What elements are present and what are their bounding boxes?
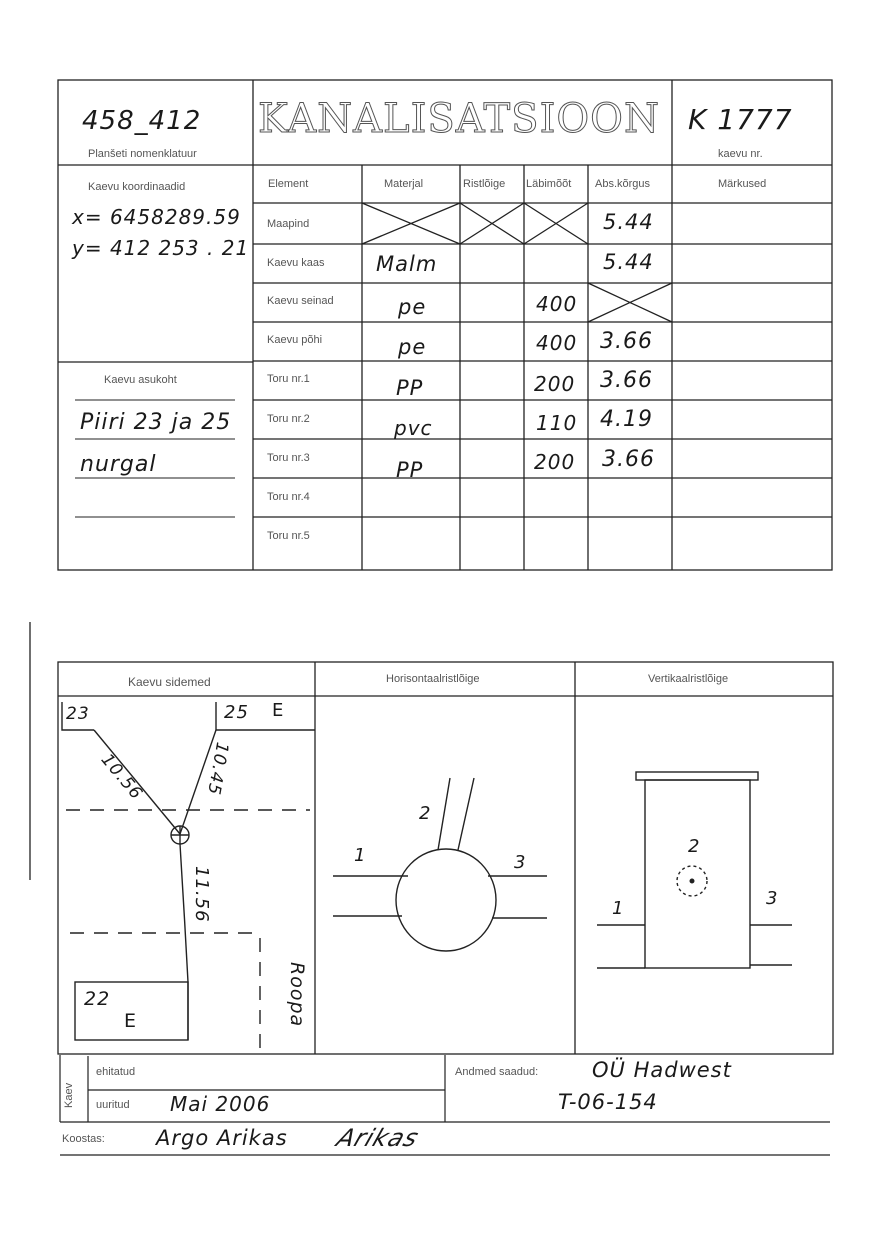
well-number-label: kaevu nr.: [718, 148, 763, 160]
pipe-1-label: 1: [354, 845, 367, 866]
row-diameter: 200: [534, 372, 576, 396]
row-material: Malm: [376, 252, 438, 276]
well-number: K 1777: [688, 103, 793, 136]
pipe-2-label: 2: [688, 836, 701, 857]
col-header-material: Materjal: [384, 178, 424, 190]
row-height: 3.66: [600, 368, 653, 393]
lot-22-label: 22: [84, 988, 111, 1010]
built-label: ehitatud: [96, 1066, 136, 1078]
row-element: Toru nr.4: [267, 491, 310, 503]
location-line-2: nurgal: [80, 452, 157, 477]
row-material: pe: [398, 295, 427, 319]
horizontal-section-label: Horisontaalristlõige: [386, 673, 480, 685]
coord-x: x= 6458289.59: [72, 205, 241, 229]
location-line-1: Piiri 23 ja 25: [80, 410, 232, 435]
row-element: Kaevu põhi: [267, 334, 323, 346]
col-header-notes: Märkused: [718, 178, 767, 190]
surveyed-value: Mai 2006: [170, 1092, 271, 1116]
data-source-value: OÜ Hadwest: [592, 1058, 732, 1082]
col-header-cross: Ristlõige: [463, 178, 506, 190]
data-source-label: Andmed saadud:: [455, 1066, 539, 1078]
pipe-2-label: 2: [419, 803, 432, 824]
col-header-element: Element: [268, 178, 309, 190]
row-material: pvc: [394, 416, 433, 440]
row-diameter: 400: [536, 292, 578, 316]
col-header-diameter: Läbimõõt: [526, 178, 572, 190]
plan-number-label: Planšeti nomenklatuur: [88, 148, 197, 160]
lot-25-label: 25: [224, 702, 249, 723]
vertical-section-label: Vertikaalristlõige: [648, 673, 729, 685]
pipe-3-label: 3: [766, 888, 779, 909]
row-height: 3.66: [602, 447, 655, 472]
row-diameter: 200: [534, 450, 576, 474]
lot-25-e-label: E: [272, 700, 285, 721]
row-material: PP: [396, 376, 424, 400]
page-title: KANALISATSIOON: [258, 96, 660, 142]
row-height: 3.66: [600, 329, 653, 354]
row-element: Toru nr.2: [267, 413, 310, 425]
row-height: 5.44: [603, 210, 654, 234]
pipe-3-label: 3: [514, 852, 527, 873]
vertical-section-drawing: [597, 772, 792, 968]
col-header-height: Abs.kõrgus: [595, 178, 651, 190]
surveyed-label: uuritud: [96, 1099, 130, 1111]
row-material: PP: [396, 458, 424, 482]
row-height: 4.19: [600, 407, 653, 432]
row-element: Maapind: [267, 218, 310, 230]
row-diameter: 110: [536, 411, 578, 435]
author-value: Argo Arikas: [156, 1126, 288, 1150]
row-element: Toru nr.3: [267, 452, 310, 464]
pipe-1-label: 1: [612, 898, 625, 919]
coord-y: y= 412 253 . 21: [72, 236, 250, 260]
row-height: 5.44: [603, 250, 654, 274]
row-diameter: 400: [536, 331, 578, 355]
street-label: Roopa: [286, 962, 308, 1028]
row-element: Kaevu kaas: [267, 257, 325, 269]
plan-number: 458_412: [82, 106, 202, 136]
row-element: Toru nr.5: [267, 530, 310, 542]
row-material: pe: [398, 335, 427, 359]
row-element: Toru nr.1: [267, 373, 310, 385]
author-label: Koostas:: [62, 1133, 105, 1145]
well-side-label: Kaev: [63, 1082, 75, 1108]
data-source-ref: T-06-154: [558, 1090, 658, 1114]
coords-label: Kaevu koordinaadid: [88, 181, 186, 193]
ties-label: Kaevu sidemed: [128, 675, 211, 689]
signature: Arikas: [332, 1124, 424, 1152]
lot-23-label: 23: [66, 704, 90, 724]
row-element: Kaevu seinad: [267, 295, 334, 307]
location-label: Kaevu asukoht: [104, 374, 177, 386]
distance-label: 10.56: [96, 750, 147, 804]
lot-22-e-label: E: [124, 1010, 138, 1032]
distance-label: 10.45: [202, 740, 232, 797]
distance-label: 11.56: [191, 866, 212, 923]
